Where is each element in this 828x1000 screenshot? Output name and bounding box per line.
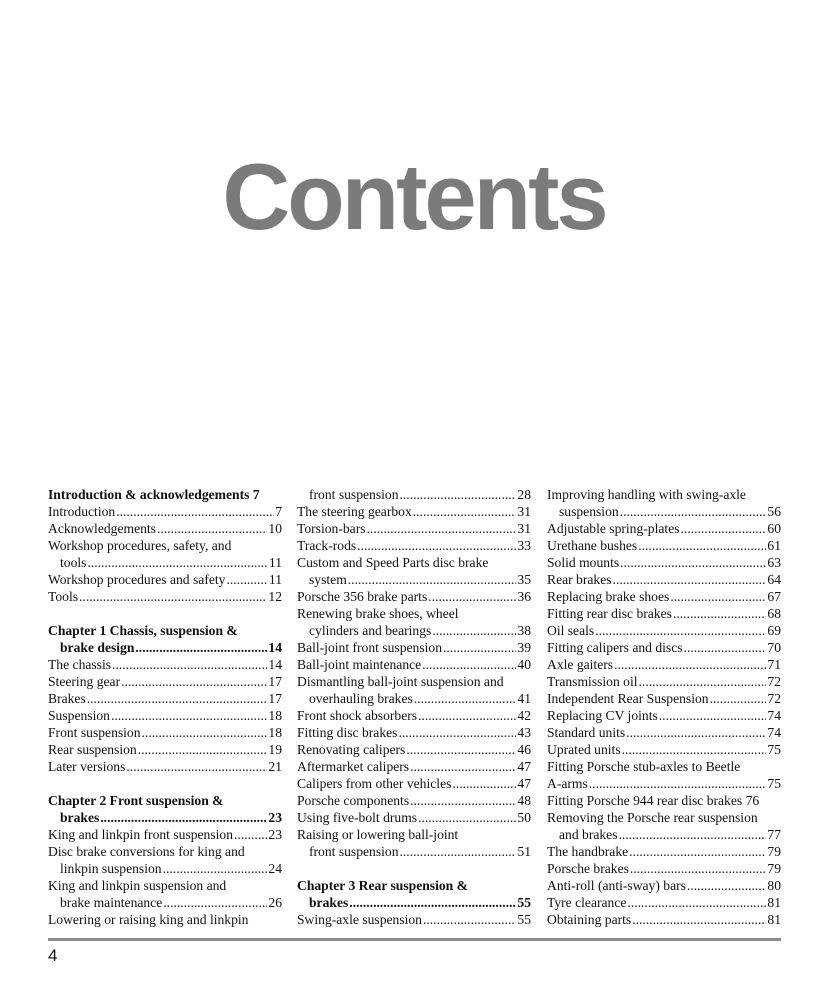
toc-entry-title: Using five-bolt drums [297, 810, 418, 825]
toc-entry-title: Fitting disc brakes [297, 725, 398, 740]
toc-leader-dots [112, 656, 267, 673]
toc-entry-title: Tools [48, 589, 79, 604]
toc-entry [297, 520, 531, 537]
toc-leader-dots [357, 537, 516, 554]
toc-entry-title: Custom and Speed Parts disc brake [297, 555, 489, 570]
toc-leader-dots [111, 707, 267, 724]
toc-entry-title: Front suspension [48, 725, 141, 740]
footer-rule [48, 938, 781, 941]
toc-entry [547, 792, 781, 809]
toc-entry-title: King and linkpin front suspension [48, 827, 234, 842]
toc-entry-title: linkpin suspension [60, 861, 162, 876]
toc-entry [297, 503, 531, 520]
toc-page-number: 61 [767, 538, 781, 553]
toc-page-number: 12 [268, 589, 282, 604]
toc-page-number: 69 [767, 623, 781, 638]
toc-entry [297, 792, 531, 809]
toc-entry [547, 639, 781, 656]
toc-page-number: 41 [517, 691, 531, 706]
toc-leader-dots [681, 520, 767, 537]
toc-entry [297, 588, 531, 605]
contents-column-1 [48, 486, 282, 928]
toc-entry [48, 656, 282, 673]
toc-page-number: 76 [745, 793, 760, 808]
toc-page-number: 11 [268, 572, 282, 587]
toc-page-number: 46 [517, 742, 531, 757]
toc-page-number: 38 [517, 623, 531, 638]
toc-leader-dots [400, 843, 517, 860]
toc-entry [297, 877, 531, 894]
toc-entry [297, 707, 531, 724]
toc-entry-title: Fitting rear disc brakes [547, 606, 672, 621]
toc-entry-title: Steering gear [48, 674, 121, 689]
toc-entry [547, 894, 781, 911]
toc-page-number: 43 [517, 725, 531, 740]
toc-entry [297, 554, 531, 571]
toc-entry-title: Urethane bushes [547, 538, 638, 553]
toc-entry [547, 860, 781, 877]
toc-page-number: 72 [767, 691, 781, 706]
toc-entry-title: King and linkpin suspension and [48, 878, 227, 893]
toc-page-number: 11 [268, 555, 282, 570]
toc-entry-title: Independent Rear Suspension [547, 691, 709, 706]
toc-page-number: 70 [767, 640, 781, 655]
toc-page-number: 7 [275, 504, 282, 519]
toc-entry [297, 673, 531, 690]
section-spacer [297, 860, 531, 877]
toc-entry-title: Tyre clearance [547, 895, 627, 910]
toc-entry-title: Replacing CV joints [547, 708, 658, 723]
toc-entry-title: Aftermarket calipers [297, 759, 410, 774]
toc-entry-title: overhauling brakes [309, 691, 413, 706]
toc-entry [547, 741, 781, 758]
toc-leader-dots [589, 775, 767, 792]
toc-entry-title: Adjustable spring-plates [547, 521, 680, 536]
toc-entry [547, 911, 781, 928]
toc-entry [48, 554, 282, 571]
toc-entry-title: Chapter 3 Rear suspension & [297, 878, 468, 893]
toc-entry [48, 724, 282, 741]
toc-leader-dots [428, 588, 516, 605]
toc-leader-dots [638, 537, 766, 554]
contents-column-2 [297, 486, 531, 928]
toc-leader-dots [710, 690, 767, 707]
toc-entry [547, 707, 781, 724]
toc-entry-title: A-arms [547, 776, 588, 791]
toc-leader-dots [684, 639, 767, 656]
toc-entry [48, 588, 282, 605]
toc-entry-title: Improving handling with swing-axle [547, 487, 746, 502]
toc-entry-title: Standard units [547, 725, 626, 740]
toc-entry [48, 877, 282, 894]
toc-leader-dots [632, 911, 766, 928]
toc-leader-dots [639, 673, 767, 690]
toc-page-number: 47 [517, 776, 531, 791]
toc-leader-dots [367, 520, 517, 537]
toc-entry-title: brakes [60, 810, 100, 825]
toc-page-number: 10 [268, 521, 282, 536]
toc-entry-title: Brakes [48, 691, 86, 706]
toc-entry [297, 724, 531, 741]
toc-entry [48, 571, 282, 588]
toc-leader-dots [630, 860, 766, 877]
toc-entry-title: Removing the Porsche rear suspension [547, 810, 758, 825]
toc-entry [297, 639, 531, 656]
toc-entry-title: The handbrake [547, 844, 629, 859]
toc-page-number: 33 [517, 538, 531, 553]
toc-leader-dots [413, 503, 517, 520]
toc-entry [547, 605, 781, 622]
toc-page-number: 31 [517, 521, 531, 536]
toc-leader-dots [142, 724, 268, 741]
toc-entry [297, 809, 531, 826]
toc-entry [297, 622, 531, 639]
toc-entry [48, 690, 282, 707]
toc-leader-dots [443, 639, 516, 656]
toc-leader-dots [226, 571, 267, 588]
toc-page-number: 60 [767, 521, 781, 536]
toc-page-number: 56 [767, 504, 781, 519]
toc-entry-title: Chapter 1 Chassis, suspension & [48, 623, 238, 638]
toc-entry [297, 537, 531, 554]
toc-page-number: 71 [767, 657, 781, 672]
toc-entry-title: Rear brakes [547, 572, 612, 587]
toc-entry [547, 690, 781, 707]
toc-leader-dots [626, 724, 766, 741]
toc-page-number: 35 [517, 572, 531, 587]
toc-entry [48, 809, 282, 826]
toc-entry-title: Suspension [48, 708, 110, 723]
toc-page-number: 17 [268, 674, 282, 689]
toc-leader-dots [422, 656, 516, 673]
toc-entry [297, 656, 531, 673]
toc-leader-dots [406, 741, 516, 758]
toc-leader-dots [116, 503, 274, 520]
toc-page-number: 75 [767, 742, 781, 757]
toc-entry [48, 707, 282, 724]
toc-entry-title: Torsion-bars [297, 521, 366, 536]
toc-page-number: 14 [268, 657, 282, 672]
toc-page-number: 26 [268, 895, 282, 910]
toc-page-number: 23 [268, 827, 282, 842]
toc-entry-title: system [309, 572, 347, 587]
toc-entry [547, 520, 781, 537]
toc-entry-title: Workshop procedures, safety, and [48, 538, 232, 553]
toc-leader-dots [687, 877, 766, 894]
toc-leader-dots [432, 622, 516, 639]
toc-leader-dots [398, 724, 516, 741]
toc-page-number: 24 [268, 861, 282, 876]
toc-entry [297, 826, 531, 843]
toc-leader-dots [126, 758, 267, 775]
toc-leader-dots [670, 588, 766, 605]
toc-leader-dots [418, 707, 516, 724]
toc-page-number: 42 [517, 708, 531, 723]
toc-entry-title: and brakes [559, 827, 618, 842]
toc-entry-title: front suspension [309, 487, 399, 502]
toc-page-number: 81 [767, 895, 781, 910]
toc-entry-title: Solid mounts [547, 555, 620, 570]
toc-page-number: 74 [767, 708, 781, 723]
toc-entry [48, 826, 282, 843]
toc-entry-title: Swing-axle suspension [297, 912, 422, 927]
toc-leader-dots [135, 639, 267, 656]
toc-page-number: 39 [517, 640, 531, 655]
toc-entry-title: Renovating calipers [297, 742, 406, 757]
toc-page-number: 68 [767, 606, 781, 621]
toc-page-number: 81 [767, 912, 781, 927]
toc-entry [547, 724, 781, 741]
toc-entry [547, 554, 781, 571]
toc-entry-title: Fitting calipers and discs [547, 640, 683, 655]
toc-leader-dots [100, 809, 267, 826]
toc-entry-title: Introduction & acknowledgements [48, 487, 250, 502]
toc-entry-title: brake maintenance [60, 895, 163, 910]
toc-entry [547, 877, 781, 894]
toc-entry-title: Porsche brakes [547, 861, 629, 876]
toc-leader-dots [348, 571, 517, 588]
toc-page-number: 74 [767, 725, 781, 740]
toc-entry [547, 622, 781, 639]
toc-entry-title: Dismantling ball-joint suspension and [297, 674, 504, 689]
toc-entry [48, 843, 282, 860]
toc-page-number: 55 [517, 912, 531, 927]
toc-leader-dots [629, 843, 766, 860]
toc-page-number: 50 [517, 810, 531, 825]
toc-page-number: 47 [517, 759, 531, 774]
toc-entry-title: Lowering or raising king and linkpin [48, 912, 249, 927]
toc-leader-dots [410, 792, 516, 809]
toc-entry [547, 758, 781, 775]
toc-entry [297, 571, 531, 588]
toc-entry-title: Front shock absorbers [297, 708, 418, 723]
toc-leader-dots [620, 554, 766, 571]
toc-entry-title: Raising or lowering ball-joint [297, 827, 459, 842]
toc-entry-title: Fitting Porsche stub-axles to Beetle [547, 759, 741, 774]
toc-leader-dots [400, 486, 517, 503]
toc-leader-dots [79, 588, 267, 605]
toc-page-number: 40 [517, 657, 531, 672]
toc-leader-dots [414, 690, 517, 707]
toc-leader-dots [349, 894, 516, 911]
toc-leader-dots [613, 571, 767, 588]
toc-leader-dots [619, 826, 767, 843]
toc-leader-dots [163, 860, 268, 877]
toc-entry-title: Rear suspension [48, 742, 137, 757]
toc-entry [48, 486, 282, 503]
toc-entry [48, 860, 282, 877]
toc-page-number: 19 [268, 742, 282, 757]
toc-page-number: 67 [767, 589, 781, 604]
toc-page-number: 18 [268, 725, 282, 740]
toc-entry [547, 656, 781, 673]
toc-entry [297, 741, 531, 758]
toc-entry [547, 843, 781, 860]
toc-entry [48, 520, 282, 537]
toc-entry-title: Disc brake conversions for king and [48, 844, 245, 859]
toc-page-number: 55 [517, 895, 531, 910]
toc-leader-dots [659, 707, 767, 724]
toc-entry [48, 503, 282, 520]
toc-page-number: 14 [268, 640, 282, 655]
toc-leader-dots [234, 826, 267, 843]
toc-entry-title: Anti-roll (anti-sway) bars [547, 878, 686, 893]
toc-entry [547, 775, 781, 792]
toc-page-number: 28 [517, 487, 531, 502]
toc-entry-title: front suspension [309, 844, 399, 859]
toc-entry-title: Fitting Porsche 944 rear disc brakes [547, 793, 743, 808]
page-title: Contents [222, 144, 606, 249]
toc-entry-title: Axle gaiters [547, 657, 614, 672]
toc-entry [48, 741, 282, 758]
toc-entry [547, 537, 781, 554]
toc-entry [297, 690, 531, 707]
toc-leader-dots [163, 894, 267, 911]
toc-entry-title: Introduction [48, 504, 116, 519]
toc-leader-dots [423, 911, 516, 928]
section-spacer [48, 605, 282, 622]
toc-entry [297, 775, 531, 792]
toc-page-number: 80 [767, 878, 781, 893]
page-number: 4 [48, 946, 58, 965]
toc-entry [48, 894, 282, 911]
toc-entry-title: Chapter 2 Front suspension & [48, 793, 224, 808]
toc-page-number: 77 [767, 827, 781, 842]
toc-entry-title: Track-rods [297, 538, 357, 553]
toc-page-number: 51 [517, 844, 531, 859]
toc-leader-dots [627, 894, 766, 911]
toc-entry-title: Oil seals [547, 623, 595, 638]
toc-entry [48, 537, 282, 554]
toc-entry-title: Porsche components [297, 793, 410, 808]
toc-entry-title: The chassis [48, 657, 112, 672]
toc-entry-title: cylinders and bearings [309, 623, 432, 638]
toc-entry [547, 809, 781, 826]
toc-page-number: 48 [517, 793, 531, 808]
toc-entry-title: Replacing brake shoes [547, 589, 670, 604]
toc-entry-title: Calipers from other vehicles [297, 776, 452, 791]
toc-entry-title: Porsche 356 brake parts [297, 589, 428, 604]
toc-entry [297, 843, 531, 860]
toc-entry [547, 826, 781, 843]
toc-entry [297, 911, 531, 928]
toc-leader-dots [418, 809, 516, 826]
toc-leader-dots [121, 673, 267, 690]
toc-page-number: 79 [767, 861, 781, 876]
toc-entry-title: Workshop procedures and safety [48, 572, 226, 587]
toc-leader-dots [138, 741, 268, 758]
toc-page-number: 31 [517, 504, 531, 519]
toc-entry-title: The steering gearbox [297, 504, 412, 519]
toc-entry-title: brake design [60, 640, 135, 655]
toc-entry [297, 894, 531, 911]
toc-entry-title: tools [60, 555, 87, 570]
toc-entry [547, 673, 781, 690]
toc-entry-title: Later versions [48, 759, 126, 774]
toc-entry [297, 605, 531, 622]
toc-leader-dots [673, 605, 766, 622]
toc-entry [48, 622, 282, 639]
toc-page-number: 63 [767, 555, 781, 570]
toc-entry-title: Obtaining parts [547, 912, 632, 927]
toc-entry-title: Transmission oil [547, 674, 638, 689]
toc-entry [297, 486, 531, 503]
toc-page-number: 75 [767, 776, 781, 791]
toc-page-number: 64 [767, 572, 781, 587]
toc-entry [48, 911, 282, 928]
toc-entry [48, 639, 282, 656]
toc-entry [547, 588, 781, 605]
toc-entry-title: Ball-joint front suspension [297, 640, 442, 655]
toc-leader-dots [620, 503, 767, 520]
toc-entry-title: brakes [309, 895, 349, 910]
toc-page-number: 7 [252, 487, 260, 502]
toc-leader-dots [157, 520, 267, 537]
toc-entry [547, 486, 781, 503]
toc-leader-dots [595, 622, 766, 639]
toc-leader-dots [87, 554, 267, 571]
toc-page-number: 36 [517, 589, 531, 604]
toc-page-number: 79 [767, 844, 781, 859]
toc-entry-title: Acknowledgements [48, 521, 156, 536]
toc-entry-title: suspension [559, 504, 619, 519]
toc-entry [297, 758, 531, 775]
section-spacer [48, 775, 282, 792]
toc-page-number: 23 [268, 810, 282, 825]
toc-entry [547, 503, 781, 520]
toc-leader-dots [622, 741, 767, 758]
toc-page-number: 18 [268, 708, 282, 723]
toc-leader-dots [614, 656, 766, 673]
toc-entry [48, 673, 282, 690]
toc-entry-title: Uprated units [547, 742, 621, 757]
toc-entry-title: Ball-joint maintenance [297, 657, 422, 672]
toc-entry [48, 792, 282, 809]
toc-page-number: 17 [268, 691, 282, 706]
toc-page-number: 72 [767, 674, 781, 689]
toc-entry-title: Renewing brake shoes, wheel [297, 606, 459, 621]
contents-column-3 [547, 486, 781, 928]
toc-page-number: 21 [268, 759, 282, 774]
toc-leader-dots [452, 775, 516, 792]
toc-leader-dots [87, 690, 268, 707]
toc-entry [48, 758, 282, 775]
toc-entry [547, 571, 781, 588]
toc-leader-dots [410, 758, 516, 775]
